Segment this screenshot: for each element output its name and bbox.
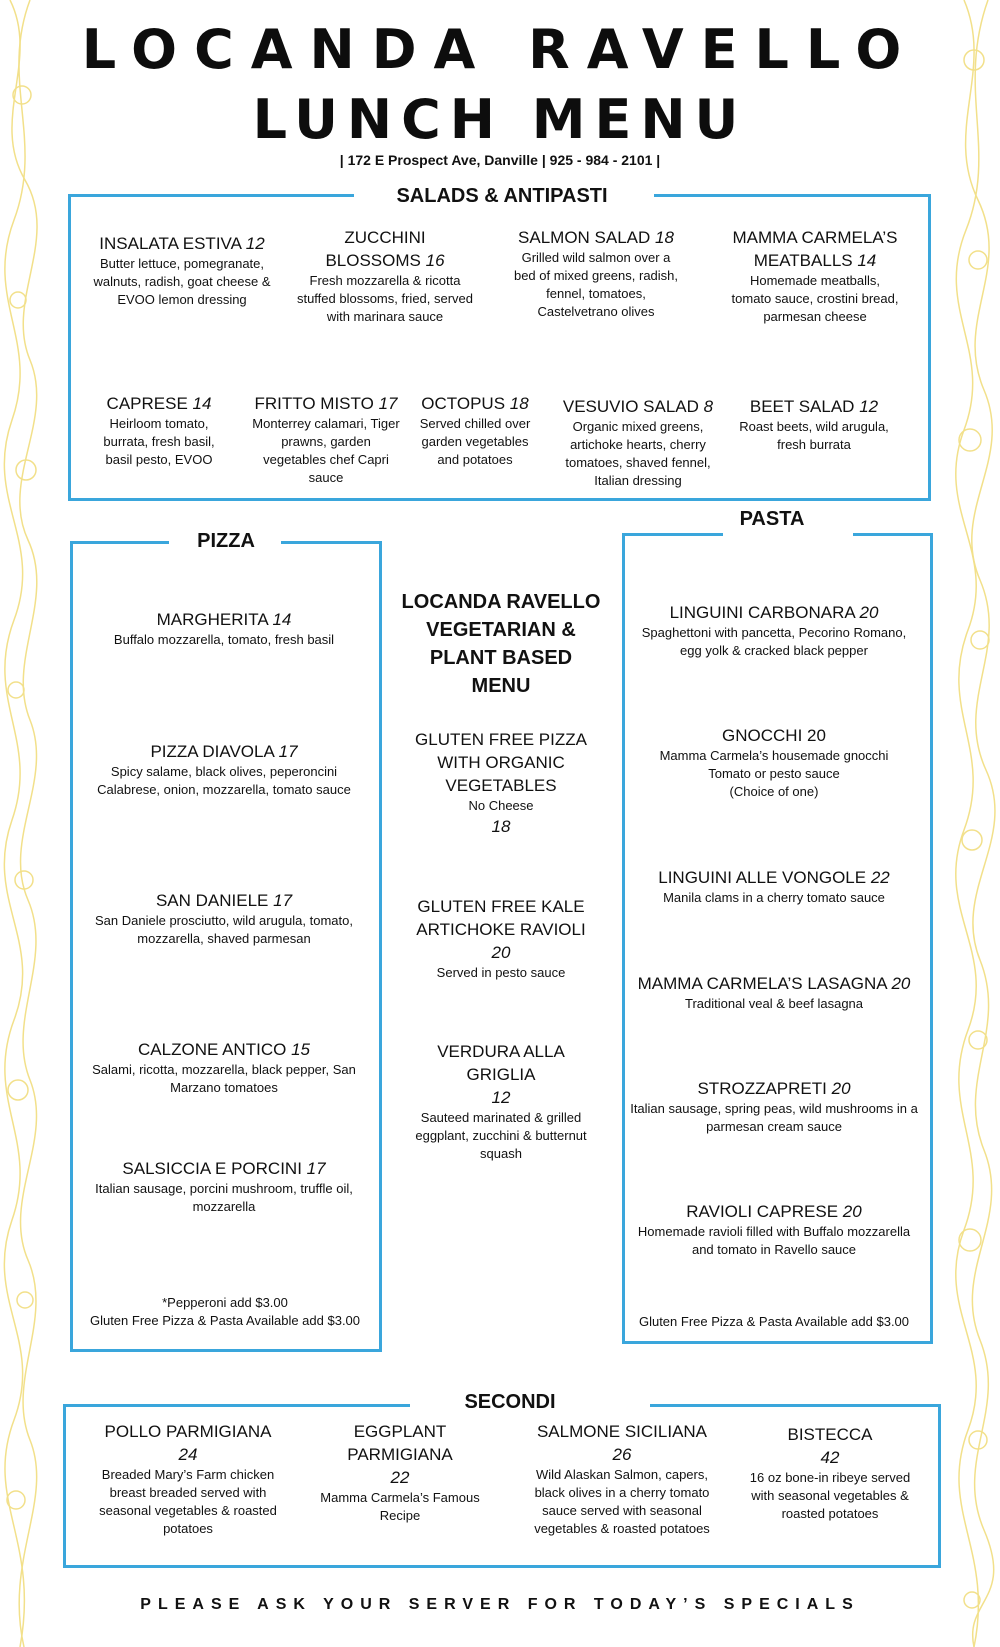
menu-item: VESUVIO SALAD 8 Organic mixed greens, artichoke hearts, cherry tomatoes, shaved fennel, Italian dressing (562, 397, 714, 488)
menu-item: MAMMA CARMELA’S MEATBALLS 14 Homemade meatballs, tomato sauce, crostini bread, parmesan cheese (731, 228, 899, 324)
menu-item: SAN DANIELE 17 San Daniele prosciutto, wild arugula, tomato, mozzarella, shaved parmesan (95, 891, 353, 946)
specials-footer: PLEASE ASK YOUR SERVER FOR TODAY’S SPECIALS (140, 1596, 860, 1613)
pizza-heading: PIZZA (197, 530, 255, 552)
pepperoni-note: *Pepperoni add $3.00 (162, 1295, 288, 1310)
menu-item: MAMMA CARMELA’S LASAGNA 20 Traditional veal & beef lasagna (637, 974, 911, 1011)
floral-border-left (0, 0, 48, 1647)
menu-item: BEET SALAD 12 Roast beets, wild arugula, fresh burrata (739, 397, 889, 452)
menu-item: PIZZA DIAVOLA 17 Spicy salame, black olives, peperoncini Calabrese, onion, mozzarella, tomato sauce (97, 742, 351, 797)
floral-border-right (944, 0, 1000, 1647)
pasta-heading: PASTA (739, 508, 805, 530)
menu-item: OCTOPUS 18 Served chilled over garden vegetables and potatoes (419, 394, 531, 467)
menu-item: FRITTO MISTO 17 Monterrey calamari, Tiger prawns, garden vegetables chef Capri sauce (252, 394, 400, 485)
vegetarian-menu-title: LOCANDA RAVELLO VEGETARIAN & PLANT BASED MENU (401, 591, 601, 697)
address-line: | 172 E Prospect Ave, Danville | 925 - 984 - 2101 | (339, 152, 661, 168)
pizza-note (80, 1294, 370, 1330)
gluten-free-note: Gluten Free Pizza & Pasta Available add $3.00 (89, 1313, 361, 1328)
menu-item: LINGUINI CARBONARA 20 Spaghettoni with pancetta, Pecorino Romano, egg yolk & cracked black pepper (641, 603, 907, 658)
gluten-free-note: Gluten Free Pizza & Pasta Available add $3.00 (638, 1314, 910, 1329)
menu-item: GLUTEN FREE PIZZA WITH ORGANIC VEGETABLES No Cheese 18 (415, 730, 587, 836)
salads-heading: SALADS & ANTIPASTI (396, 185, 608, 207)
menu-item: CAPRESE 14 Heirloom tomato, burrata, fresh basil, basil pesto, EVOO (103, 394, 215, 467)
menu-title: LUNCH MENU (252, 88, 748, 151)
restaurant-name: LOCANDA RAVELLO (81, 18, 919, 81)
menu-item: STROZZAPRETI 20 Italian sausage, spring peas, wild mushrooms in a parmesan cream sauce (630, 1079, 918, 1134)
menu-item: SALMON SALAD 18 Grilled wild salmon over a bed of mixed greens, radish, fennel, tomatoes, Castelvetrano olives (513, 228, 679, 319)
secondi-heading: SECONDI (464, 1391, 556, 1413)
menu-item: GNOCCHI 20 Mamma Carmela’s housemade gnocchi Tomato or pesto sauce (Choice of one) (659, 726, 889, 799)
menu-item: GLUTEN FREE KALE ARTICHOKE RAVIOLI 20 Served in pesto sauce (416, 897, 586, 980)
menu-item: BISTECCA 42 16 oz bone-in ribeye served with seasonal vegetables & roasted potatoes (749, 1425, 911, 1521)
menu-item: LINGUINI ALLE VONGOLE 22 Manila clams in a cherry tomato sauce (658, 868, 890, 905)
menu-item: CALZONE ANTICO 15 Salami, ricotta, mozzarella, black pepper, San Marzano tomatoes (92, 1040, 356, 1095)
menu-item: SALSICCIA E PORCINI 17 Italian sausage, porcini mushroom, truffle oil, mozzarella (95, 1159, 353, 1214)
menu-item: EGGPLANT PARMIGIANA 22 Mamma Carmela’s Famous Recipe (320, 1422, 480, 1523)
menu-item: RAVIOLI CAPRESE 20 Homemade ravioli filled with Buffalo mozzarella and tomato in Ravello sauce (637, 1202, 911, 1257)
menu-item: VERDURA ALLA GRIGLIA 12 Sauteed marinated & grilled eggplant, zucchini & butternut squash (415, 1042, 587, 1161)
menu-item: INSALATA ESTIVA 12 Butter lettuce, pomegranate, walnuts, radish, goat cheese & EVOO lemon dressing (93, 234, 271, 307)
menu-item: ZUCCHINI BLOSSOMS 16 Fresh mozzarella & ricotta stuffed blossoms, fried, served with marinara sauce (296, 228, 474, 324)
menu-item: SALMONE SICILIANA 26 Wild Alaskan Salmon, capers, black olives in a cherry tomato sauce served with seasonal vegetables & roasted potatoes (534, 1422, 710, 1536)
menu-item: MARGHERITA 14 Buffalo mozzarella, tomato, fresh basil (113, 610, 335, 647)
menu-item: POLLO PARMIGIANA 24 Breaded Mary’s Farm chicken breast breaded served with seasonal vegetables & roasted potatoes (99, 1422, 277, 1536)
